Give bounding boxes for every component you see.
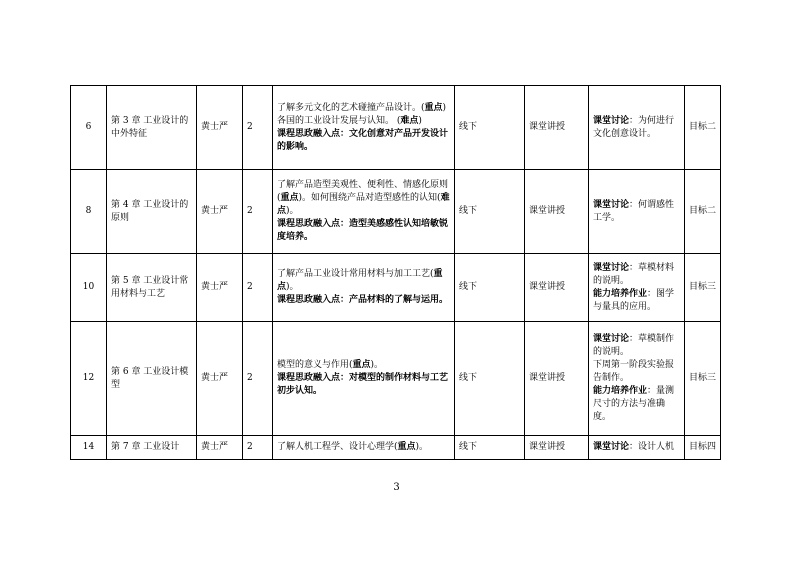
method-cell: 课堂讲授	[525, 254, 589, 322]
teacher-cell: 黄士严	[197, 170, 243, 254]
content-cell	[273, 170, 455, 254]
chapter-cell: 第 7 章 工业设计	[107, 436, 197, 460]
hours-cell: 2	[243, 436, 273, 460]
bold-run: 课堂讨论	[593, 199, 630, 210]
method-cell: 课堂讲授	[525, 322, 589, 436]
mode-cell: 线下	[455, 436, 525, 460]
text-run: )。	[415, 442, 429, 452]
teacher-cell: 黄士严	[197, 254, 243, 322]
page-number: 3	[393, 482, 400, 493]
text-run: )。	[370, 360, 384, 370]
syllabus-table	[70, 85, 721, 460]
table-row	[71, 254, 721, 322]
text-run: ：设计人机	[629, 442, 675, 452]
text-run: 了解产品工业设计常用材料与加工工艺(	[277, 269, 434, 279]
content-cell	[273, 254, 455, 322]
hours-cell: 2	[243, 322, 273, 436]
method-cell: 课堂讲授	[525, 436, 589, 460]
bold-run: 重点	[424, 102, 443, 113]
text-run: )	[418, 115, 422, 126]
content-cell	[273, 322, 455, 436]
activity-cell	[589, 254, 685, 322]
mode-cell: 线下	[455, 170, 525, 254]
text-run: 下周第一阶段实验报告制作。	[593, 360, 675, 383]
text-run: ：草模制作的说明。	[593, 334, 675, 357]
hours-cell: 2	[243, 254, 273, 322]
text-run: ：为何进行文化创意设计。	[593, 115, 675, 139]
bold-run: 课程思政融入点：对模型的制作材料与工艺初步认知。	[277, 373, 449, 396]
mode-cell: 线下	[455, 86, 525, 170]
table-row	[71, 170, 721, 254]
week-number-cell: 8	[71, 170, 107, 254]
objective-cell: 目标二	[685, 170, 721, 254]
bold-run: 课堂讨论	[593, 334, 630, 344]
bold-run: 难点	[277, 193, 450, 216]
hours-cell: 2	[243, 170, 273, 254]
text-run: )。	[286, 206, 299, 216]
content-cell	[273, 86, 455, 170]
text-run: 了解产品造型美观性、便利性、情感化原则(	[277, 180, 449, 203]
mode-cell: 线下	[455, 254, 525, 322]
week-number-cell: 14	[71, 436, 107, 460]
chapter-cell: 第 5 章 工业设计常用材料与工艺	[107, 254, 197, 322]
week-number-cell: 10	[71, 254, 107, 322]
text-run: 了解人机工程学、设计心理学(	[277, 442, 398, 452]
activity-cell	[589, 322, 685, 436]
bold-run: 重点	[280, 193, 299, 203]
text-run: )。如何围绕产品对造型感性的认知(	[298, 193, 441, 203]
text-run: )。	[286, 282, 299, 292]
method-cell: 课堂讲授	[525, 170, 589, 254]
objective-cell: 目标三	[685, 322, 721, 436]
bold-run: 课程思政融入点：产品材料的了解与运用。	[277, 295, 449, 305]
text-run: ：草模材料的说明。	[593, 262, 675, 286]
method-cell: 课堂讲授	[525, 86, 589, 170]
text-run: ：图学与量具的应用。	[593, 288, 675, 312]
activity-cell	[589, 86, 685, 170]
week-number-cell: 12	[71, 322, 107, 436]
table-row	[71, 86, 721, 170]
chapter-cell: 第 4 章 工业设计的原则	[107, 170, 197, 254]
bold-run: 课堂讨论	[593, 442, 630, 452]
bold-run: 能力培养作业	[593, 288, 648, 299]
bold-run: 重点	[277, 269, 443, 292]
activity-cell	[589, 170, 685, 254]
table-row	[71, 436, 721, 460]
objective-cell: 目标二	[685, 86, 721, 170]
bold-run: 重点	[352, 360, 371, 370]
bold-run: 课堂讨论	[593, 115, 630, 126]
teacher-cell: 黄士严	[197, 436, 243, 460]
bold-run: 能力培养作业	[593, 386, 648, 396]
bold-run: 课堂讨论	[593, 262, 630, 273]
bold-run: 重点	[397, 442, 416, 452]
objective-cell: 目标四	[685, 436, 721, 460]
teacher-cell: 黄士严	[197, 86, 243, 170]
chapter-cell: 第 6 章 工业设计模型	[107, 322, 197, 436]
text-run: ：何谓感性工学。	[593, 199, 675, 223]
bold-run: 课程思政融入点：文化创意对产品开发设计的影响。	[277, 128, 449, 152]
week-number-cell: 6	[71, 86, 107, 170]
activity-cell	[589, 436, 685, 460]
text-run: ：量测尺寸的方法与准确度。	[593, 386, 675, 422]
text-run: 了解多元文化的艺术碰撞产品设计。(	[277, 102, 425, 113]
chapter-cell: 第 3 章 工业设计的中外特征	[107, 86, 197, 170]
content-cell	[273, 436, 455, 460]
hours-cell: 2	[243, 86, 273, 170]
bold-run: 课程思政融入点：造型美感感性认知培敏锐度培养。	[277, 219, 449, 242]
syllabus-table-body	[71, 86, 721, 460]
text-run: 模型的意义与作用(	[277, 360, 353, 370]
mode-cell: 线下	[455, 322, 525, 436]
bold-run: 难点	[400, 115, 419, 126]
teacher-cell: 黄士严	[197, 322, 243, 436]
table-row	[71, 322, 721, 436]
text-run: )各国的工业设计发展与认知。 (	[277, 102, 447, 126]
objective-cell: 目标三	[685, 254, 721, 322]
